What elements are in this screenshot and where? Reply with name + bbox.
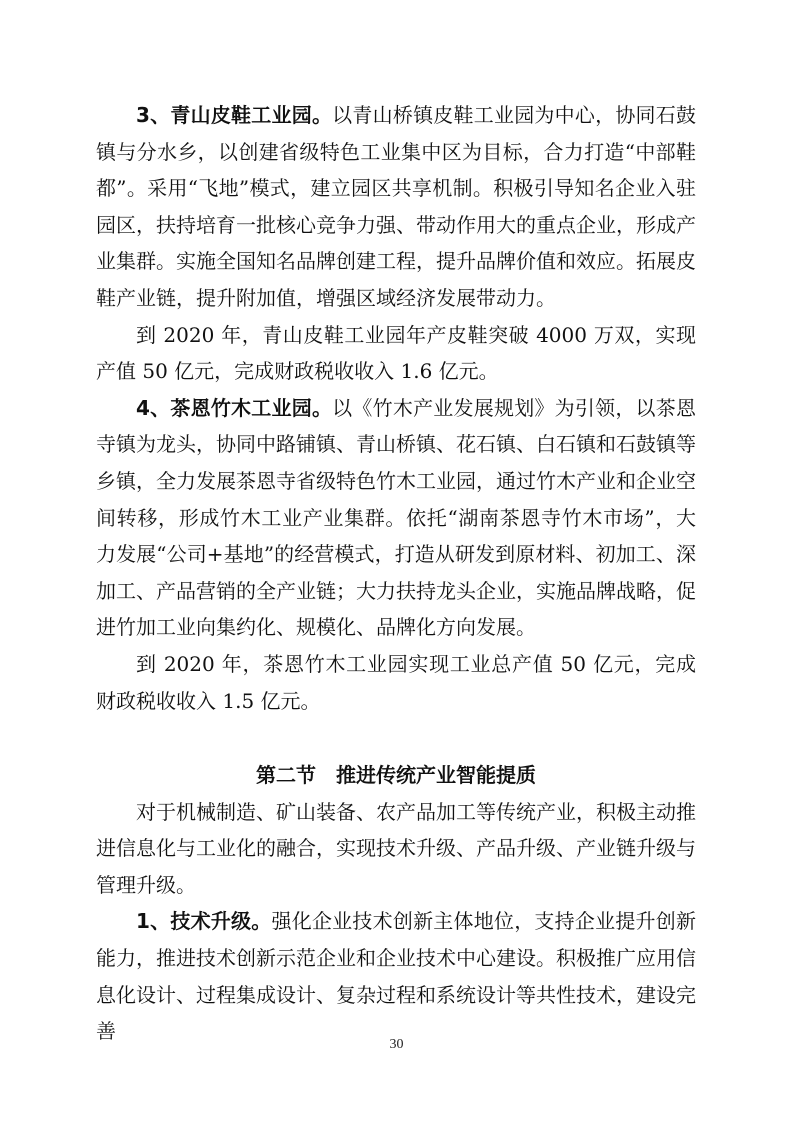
paragraph-lead-heading: 3、青山皮鞋工业园。 [136, 103, 333, 127]
paragraph-chaen-targets: 到 2020 年，茶恩竹木工业园实现工业总产值 50 亿元，完成财政税收收入 1.5 亿元。 [96, 651, 696, 713]
page-number: 30 [389, 1037, 404, 1052]
document-page [96, 97, 696, 1050]
paragraph-lead-heading: 4、茶恩竹木工业园。 [136, 395, 333, 420]
paragraph-body-text: 以青山桥镇皮鞋工业园为中心，协同石鼓镇与分水乡，以创建省级特色工业集中区为目标，合力打造“中部鞋都”。采用“飞地”模式，建立园区共享机制。积极引导知名企业入驻园区，扶持培育一批核心竞争力强、带动作用大的重点企业，形成产业集群。实施全国知名品牌创建工程，提升品牌价值和效应。拓展皮鞋产业链，提升附加值，增强区域经济发展带动力。 [96, 103, 696, 310]
paragraph-qingshan-park [96, 97, 696, 317]
paragraph-traditional-industry: 对于机械制造、矿山装备、农产品加工等传统产业，积极主动推进信息化与工业化的融合，实现技术升级、产品升级、产业链升级与管理升级。 [96, 799, 696, 897]
paragraph-body-text: 以《竹木产业发展规划》为引领，以茶恩寺镇为龙头，协同中路铺镇、青山桥镇、花石镇、白石镇和石鼓镇等乡镇，全力发展茶恩寺省级特色竹木工业园，通过竹木产业和企业空间转移，形成竹木工业产业集群。依托“湖南茶恩寺竹木市场”，大力发展“公司+基地”的经营模式，打造从研发到原材料、初加工、深加工、产品营销的全产业链；大力扶持龙头企业，实施品牌战略，促进竹加工业向集约化、规模化、品牌化方向发展。 [96, 395, 696, 640]
paragraph-body-text: 强化企业技术创新主体地位，支持企业提升创新能力，推进技术创新示范企业和企业技术中心建设。积极推广应用信息化设计、过程集成设计、复杂过程和系统设计等共性技术，建设完善 [96, 909, 697, 1044]
paragraph-technology-upgrade [96, 903, 696, 1049]
paragraph-qingshan-targets: 到 2020 年，青山皮鞋工业园年产皮鞋突破 4000 万双，实现产值 50 亿元，完成财政税收收入 1.6 亿元。 [96, 322, 696, 384]
paragraph-lead-heading: 1、技术升级。 [136, 909, 272, 934]
section-spacer [96, 719, 696, 757]
section-heading: 第二节 推进传统产业智能提质 [256, 763, 536, 788]
paragraph-chaen-park [96, 390, 696, 646]
